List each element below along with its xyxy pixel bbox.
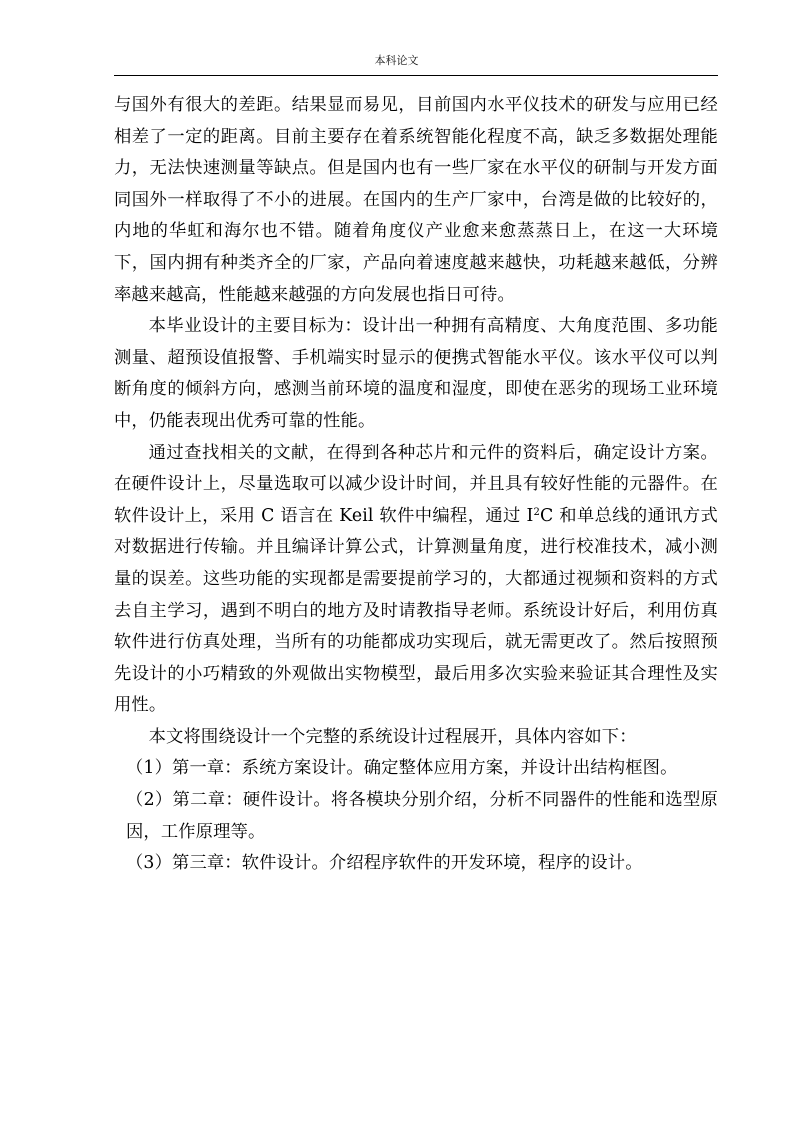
header-divider [114, 75, 718, 76]
outline-item-chapter-1: （1）第一章：系统方案设计。确定整体应用方案，并设计出结构框图。 [126, 758, 678, 779]
document-body [114, 90, 718, 880]
paragraph-continuation: 与国外有很大的差距。结果显而易见，目前国内水平仪技术的研发与应用已经相差了一定的距离。目前主要存在着系统智能化程度不高，缺乏多数据处理能力，无法快速测量等缺点。但是国内也有一些厂家在水平仪的研制与开发方面同国外一样取得了不小的进展。在国内的生产厂家中，台湾是做的比较好的，内地的华虹和海尔也不错。随着角度仪产业愈来愈蒸蒸日上，在这一大环境下，国内拥有种类齐全的厂家，产品向着速度越来越快，功耗越来越低，分辨率越来越高，性能越来越强的方向发展也指日可待。 [114, 95, 718, 305]
paragraph-outline-intro: 本文将围绕设计一个完整的系统设计过程展开，具体内容如下： [148, 726, 637, 747]
outline-item-chapter-2: （2）第二章：硬件设计。将各模块分别介绍，分析不同器件的性能和选型原因，工作原理等。 [126, 790, 718, 842]
page-header-title: 本科论文 [374, 54, 419, 67]
paragraph-design-method-text-1: 通过查找相关的文献，在得到各种芯片和元件的资料后，确定设计方案。在硬件设计上，尽量选取可以减少设计时间，并且具有较好性能的元器件。在软件设计上，采用 C 语言在 Keil 软件中编程，通过 I [114, 442, 718, 526]
paragraph-design-method-text-2: C 和单总线的通讯方式对数据进行传输。并且编译计算公式，计算测量角度，进行校准技术，减小测量的误差。这些功能的实现都是需要提前学习的，大都通过视频和资料的方式去自主学习，遇到不明白的地方及时请教指导老师。系统设计好后，利用仿真软件进行仿真处理，当所有的功能都成功实现后，就无需更改了。然后按照预先设计的小巧精致的外观做出实物模型，最后用多次实验来验证其合理性及实用性。 [114, 505, 718, 716]
outline-item-chapter-3: （3）第三章：软件设计。介绍程序软件的开发环境，程序的设计。 [126, 853, 643, 874]
i2c-superscript: 2 [533, 506, 541, 518]
paragraph-design-method [114, 438, 718, 722]
paragraph-design-goal: 本毕业设计的主要目标为：设计出一种拥有高精度、大角度范围、多功能测量、超预设值报警、手机端实时显示的便携式智能水平仪。该水平仪可以判断角度的倾斜方向，感测当前环境的温度和湿度，即使在恶劣的现场工业环境中，仍能表现出优秀可靠的性能。 [114, 316, 718, 431]
